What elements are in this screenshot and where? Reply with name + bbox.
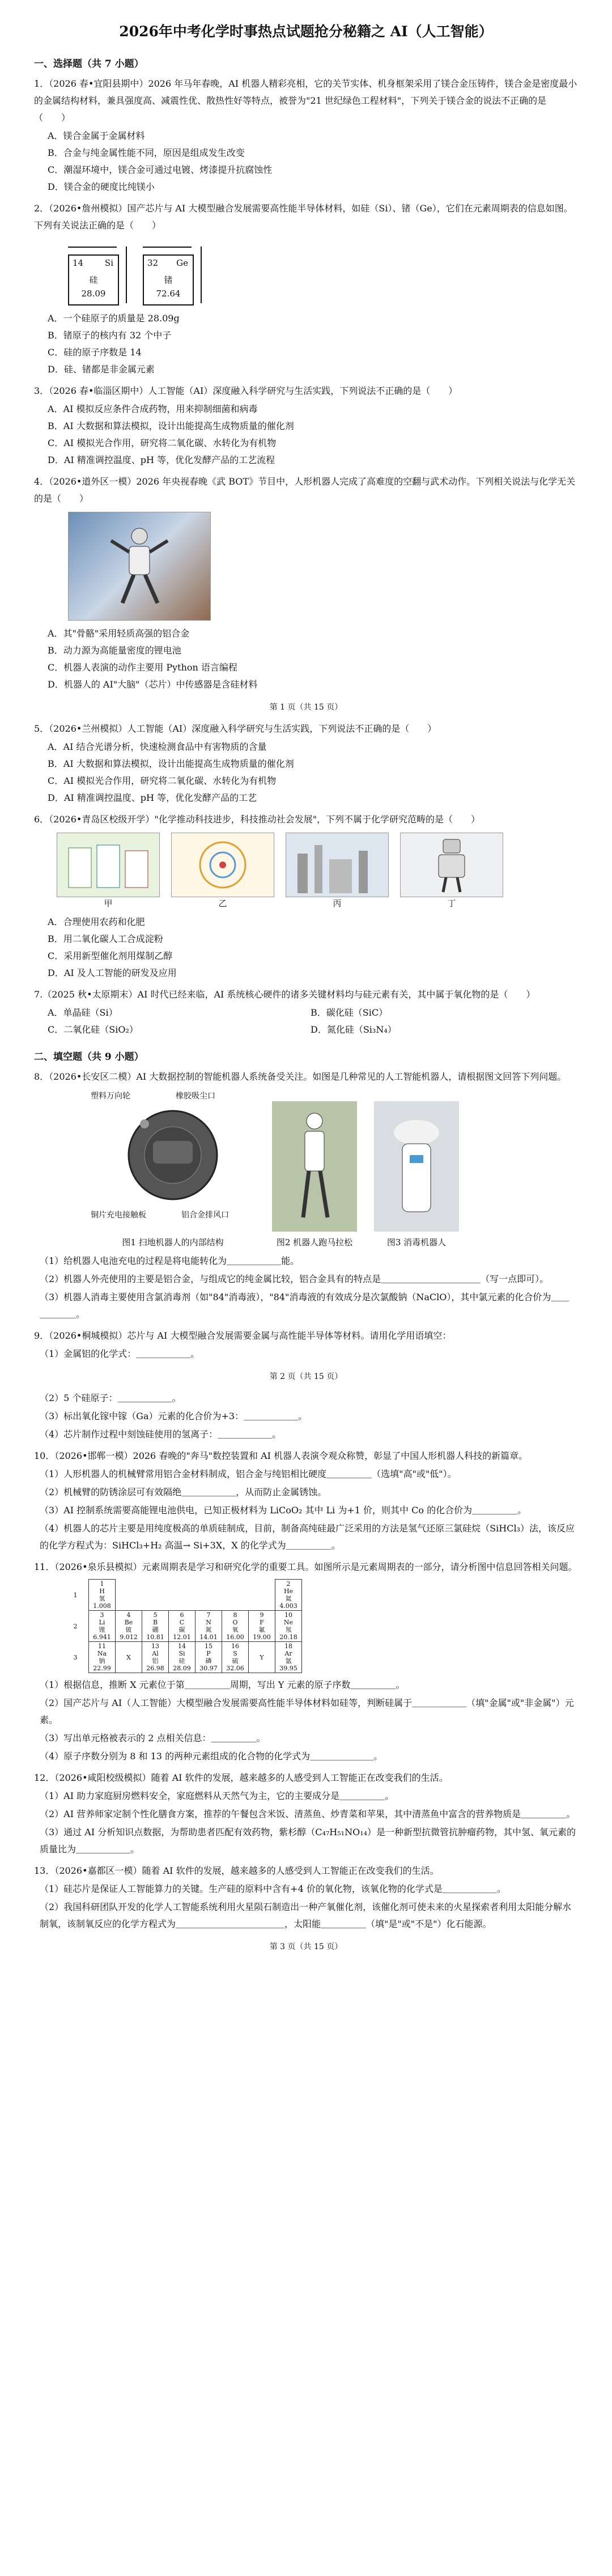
question-3-stem: 3．（2026 春•临淄区期中）人工智能（AI）深度融入科学研究与生活实践，下列说法不正确的是（ ） xyxy=(34,385,458,396)
image-jia xyxy=(57,833,160,909)
question-5-stem: 5．（2026•兰州模拟）人工智能（AI）深度融入科学研究与生活实践，下列说法不正确的是（ ） xyxy=(34,723,437,734)
period-label: 1 xyxy=(73,1591,78,1599)
element-cell: 3 Li 锂 6.941 xyxy=(89,1611,116,1642)
element-cell: 5 B 硼 10.81 xyxy=(142,1611,169,1642)
empty-cell xyxy=(142,1580,169,1611)
question-11-stem: 11．（2026•泉乐县模拟）元素周期表是学习和研究化学的重要工具。如图所示是元素周期表的一部分，请分析图中信息回答相关问题。 xyxy=(34,1561,577,1572)
question-8-sub-3: （3）机器人消毒主要使用含氯消毒剂（如"84"消毒液），"84"消毒液的有效成分是次氯酸钠（NaClO），其中氯元素的化合价为＿＿＿＿＿＿。 xyxy=(40,1292,570,1319)
ge-mass: 72.64 xyxy=(156,288,181,299)
question-7-options-row1 xyxy=(34,1004,578,1021)
question-6-stem: 6．（2026•青岛区校级开学）"化学推动科技进步，科技推动社会发展"，下列不属于化学研究范畴的是（ ） xyxy=(34,814,481,825)
question-9-sub-1: （1）金属铝的化学式：＿＿＿＿＿＿。 xyxy=(40,1348,200,1359)
question-1-option-d: D．镁合金的硬度比纯镁小 xyxy=(48,181,155,192)
element-card-ge xyxy=(143,247,202,305)
question-8-captions xyxy=(91,1236,578,1248)
element-cell: X xyxy=(116,1642,142,1673)
question-4-option-d: D．机器人的 AI"大脑"（芯片）中传感器是含硅材料 xyxy=(48,679,258,690)
question-13-stem: 13．（2026•嘉都区一模）随着 AI 软件的发展，越来越多的人感受到人工智能正在改变我们的生活。 xyxy=(34,1865,439,1876)
question-1-option-a: A．镁合金属于金属材料 xyxy=(48,130,145,141)
question-10-sub-1: （1）人形机器人的机械臂常用铝合金材料制成，铝合金与纯铝相比硬度＿＿＿＿＿（选填"高"或"低"）。 xyxy=(40,1469,457,1479)
empty-cell xyxy=(222,1580,249,1611)
question-12-sub-2: （2）AI 营养师家定制个性化膳食方案，推荐的午餐包含米饭、清蒸鱼、炒青菜和苹果，其中清蒸鱼中富含的营养物质是＿＿＿＿＿。 xyxy=(40,1809,576,1819)
figure-3 xyxy=(374,1101,459,1232)
section-fill-heading: 二、填空题（共 9 小题） xyxy=(34,1051,144,1063)
page-number-1: 第 1 页（共 15 页） xyxy=(269,703,343,712)
question-3-option-d: D．AI 精准调控温度、pH 等，优化发酵产品的工艺流程 xyxy=(48,455,275,465)
question-7-options-row2 xyxy=(34,1021,578,1038)
question-6-images xyxy=(57,833,578,909)
question-6-option-c: C．采用新型催化剂用煤制乙醇 xyxy=(48,950,173,961)
element-cell: 15 P 磷 30.97 xyxy=(196,1642,222,1673)
question-4-option-a: A．其"骨骼"采用轻质高强的铝合金 xyxy=(48,628,190,639)
element-cell: 13 Al 铝 26.98 xyxy=(142,1642,169,1673)
question-3-option-a: A．AI 模拟反应条件合成药物，用来抑制细菌和病毒 xyxy=(48,404,258,414)
question-2-option-d: D．硅、锗都是非金属元素 xyxy=(48,364,155,375)
si-name: 硅 xyxy=(89,275,98,285)
question-11-sub-4: （4）原子序数分别为 8 和 13 的两种元素组成的化合物的化学式为＿＿＿＿＿＿＿。 xyxy=(40,1751,383,1762)
question-12-stem: 12．（2026•咸阳校级模拟）随着 AI 软件的发展，越来越多的人感受到人工智能正在改变我们的生活。 xyxy=(34,1772,448,1783)
question-7-stem: 7.（2025 秋•太原期末）AI 时代已经来临，AI 系统核心硬件的诸多关键材料均与硅元素有关，其中属于氧化物的是（ ） xyxy=(34,989,536,1000)
page-number-3: 第 3 页（共 15 页） xyxy=(269,1942,343,1951)
label-plastic-wheel: 塑料万向轮 xyxy=(91,1092,130,1101)
element-cell: 8 O 氧 16.00 xyxy=(222,1611,249,1642)
robot-performance-image xyxy=(68,512,211,621)
period-label: 3 xyxy=(73,1653,78,1661)
question-2-option-a: A．一个硅原子的质量是 28.09g xyxy=(48,313,180,324)
image-label-yi: 乙 xyxy=(218,898,227,909)
question-6-option-d: D．AI 及人工智能的研发及应用 xyxy=(48,967,177,978)
question-9-stem: 9．（2026•桐城模拟）芯片与 AI 大模型融合发展需要金属与高性能半导体等材料。请用化学用语填空： xyxy=(34,1330,452,1341)
element-cell: 14 Si 硅 28.09 xyxy=(169,1642,196,1673)
figure-2 xyxy=(272,1101,357,1232)
question-1-option-b: B．合金与纯金属性能不同，原因是组成发生改变 xyxy=(48,147,245,158)
ge-symbol: Ge xyxy=(176,258,188,268)
question-7-option-d: D．氮化硅（Si₃N₄） xyxy=(311,1024,397,1035)
image-label-bing: 丙 xyxy=(333,898,342,909)
question-4-option-c: C．机器人表演的动作主要用 Python 语言编程 xyxy=(48,662,237,673)
element-cell: 7 N 氮 14.01 xyxy=(196,1611,222,1642)
image-bing xyxy=(286,833,389,909)
element-cards xyxy=(68,239,578,305)
question-12-sub-1: （1）AI 助力家庭厨房燃料安全，家庭燃料从天然气为主，它的主要成分是＿＿＿＿＿。 xyxy=(40,1790,394,1801)
robot-figure-icon xyxy=(105,524,173,609)
question-7-option-b: B．碳化硅（SiC） xyxy=(311,1007,388,1018)
label-copper-contact: 铜片充电接触板 xyxy=(91,1211,146,1220)
question-9-sub-3: （3）标出氧化镓中镓（Ga）元素的化合价为+3：＿＿＿＿＿＿。 xyxy=(40,1411,308,1421)
question-7-option-a: A．单晶硅（Si） xyxy=(48,1007,118,1018)
question-12-sub-3: （3）通过 AI 分析知识点数据，为帮助患者匹配有效药物，紫杉醇（C₄₇H₅₁NO₁₄）是一种新型抗微管抗肿瘤药物，其中氢、氧元素的质量比为＿＿＿＿＿＿。 xyxy=(40,1827,576,1854)
question-10-stem: 10．（2026•邯郸一模）2026 春晚的"奔马"数控装置和 AI 机器人表演令观众称赞，彰显了中国人形机器人科技的新篇章。 xyxy=(34,1450,528,1461)
question-7-option-c: C．二氧化硅（SiO₂） xyxy=(48,1024,138,1035)
robot-icon xyxy=(426,837,477,893)
page-number-2: 第 2 页（共 15 页） xyxy=(269,1372,343,1381)
question-13-sub-1: （1）硅芯片是保证人工智能算力的关键。生产硅的原料中含有+4 价的氧化物，该氧化物的化学式是＿＿＿＿＿＿。 xyxy=(40,1883,506,1894)
element-cell: 9 F 氟 19.00 xyxy=(249,1611,275,1642)
question-8-figures xyxy=(91,1090,578,1232)
element-cell: 2 He 氦 4.003 xyxy=(275,1580,302,1611)
period-label: 2 xyxy=(73,1622,78,1630)
si-symbol: Si xyxy=(104,258,113,268)
question-9-sub-4: （4）芯片制作过程中刻蚀硅使用的氢离子：＿＿＿＿＿＿。 xyxy=(40,1429,282,1440)
element-cell: 18 Ar 氩 39.95 xyxy=(275,1642,302,1673)
ge-name: 锗 xyxy=(164,275,173,285)
image-ding xyxy=(400,833,503,909)
si-mass: 28.09 xyxy=(81,288,106,299)
question-11-sub-3: （3）写出单元格被表示的 2 点相关信息：＿＿＿＿＿。 xyxy=(40,1733,266,1743)
empty-cell xyxy=(249,1580,275,1611)
question-5-option-b: B．AI 大数据和算法模拟，设计出能提高生成物质量的催化剂 xyxy=(48,758,294,769)
element-card-si xyxy=(68,247,127,305)
question-11-sub-2: （2）国产芯片与 AI（人工智能）大模型融合发展需要高性能半导体材料如硅等，判断硅属于＿＿＿＿＿＿（填"金属"或"非金属"）元素。 xyxy=(40,1697,574,1725)
element-cell: 6 C 碳 12.01 xyxy=(169,1611,196,1642)
disinfection-robot-icon xyxy=(388,1110,445,1223)
empty-cell xyxy=(116,1580,142,1611)
caption-figure-2: 图2 机器人跑马拉松 xyxy=(276,1237,353,1247)
question-8-stem: 8．（2026•长安区二模）AI 大数据控制的智能机器人系统备受关注。如图是几种常见的人工智能机器人，请根据图文回答下列问题。 xyxy=(34,1071,567,1082)
question-10-sub-4: （4）机器人的芯片主要是用纯度极高的单质硅制成，目前，制备高纯硅最广泛采用的方法是氢气还原三氯硅烷（SiHCl₃）法，该反应的化学方程式为：SiHCl₃+H₂ 高温→ Si+3X，X 的化学式为＿＿＿＿＿。 xyxy=(40,1523,575,1551)
section-choice-heading: 一、选择题（共 7 小题） xyxy=(34,58,144,70)
element-cell: 4 Be 铍 9.012 xyxy=(116,1611,142,1642)
question-1-stem: 1．（2026 春•宜阳县期中）2026 年马年春晚，AI 机器人精彩亮相，它的关节实体、机身框架采用了镁合金压铸件，镁合金是密度最小的金属结构材料，兼具强度高、减震性优、散热性好等特点，被誉为"21 世纪绿色工程材料"，下列关于镁合金的说法不正确的是（ ） xyxy=(34,78,577,123)
question-5-option-a: A．AI 结合光谱分析，快速检测食品中有害物质的含量 xyxy=(48,741,267,752)
question-13-sub-2: （2）我国科研团队开发的化学人工智能系统利用火星陨石制造出一种产氧催化剂，该催化剂可使未来的火星探索者利用太阳能分解水制氧，该制氧反应的化学方程式为＿＿＿＿＿＿＿＿＿＿＿＿，太阳能＿＿＿＿＿（填"是"或"不是"）化石能源。 xyxy=(40,1902,572,1929)
question-3-option-b: B．AI 大数据和算法模拟，设计出能提高生成物质量的催化剂 xyxy=(48,421,294,431)
empty-cell xyxy=(196,1580,222,1611)
question-10-sub-2: （2）机械臂的防锈涂层可有效隔绝＿＿＿＿＿＿，从而防止金属锈蚀。 xyxy=(40,1487,327,1497)
image-label-ding: 丁 xyxy=(447,898,456,909)
element-cell: 10 Ne 氖 20.18 xyxy=(275,1611,302,1642)
question-2-option-b: B．锗原子的核内有 32 个中子 xyxy=(48,330,172,341)
question-2-stem: 2．（2026•詹州模拟）国产芯片与 AI 大模型融合发展需要高性能半导体材料，如硅（Si）、锗（Ge），它们在元素周期表的信息如图。下列有关说法正确的是（ ） xyxy=(34,203,573,231)
vacuum-robot-icon xyxy=(91,1107,255,1203)
image-yi xyxy=(171,833,274,909)
question-10-sub-3: （3）AI 控制系统需要高能锂电池供电，已知正极材料为 LiCoO₂ 其中 Li 为+1 价，则其中 Co 的化合价为＿＿＿＿＿。 xyxy=(40,1505,527,1516)
label-aluminum-vent: 铝合金排风口 xyxy=(181,1211,229,1220)
element-cell: 16 S 硫 32.06 xyxy=(222,1642,249,1673)
question-6-option-a: A．合理使用农药和化肥 xyxy=(48,916,145,927)
question-8-sub-1: （1）给机器人电池充电的过程是将电能转化为＿＿＿＿＿＿能。 xyxy=(40,1255,300,1266)
image-label-jia: 甲 xyxy=(104,898,113,909)
question-4-stem: 4．（2026•道外区一模）2026 年央视春晚《武 BOT》节目中，人形机器人完成了高难度的空翻与武术动作。下列相关说法与化学无关的是（ ） xyxy=(34,476,576,504)
starch-molecule-icon xyxy=(192,837,254,893)
question-5-option-d: D．AI 精准调控温度、pH 等，优化发酵产品的工艺 xyxy=(48,792,257,803)
question-1-option-c: C．潮湿环境中，镁合金可通过电镀、烤漆提升抗腐蚀性 xyxy=(48,164,273,175)
caption-figure-3: 图3 消毒机器人 xyxy=(386,1237,447,1247)
element-cell: 1 H 氢 1.008 xyxy=(89,1580,116,1611)
question-11-sub-1: （1）根据信息，推断 X 元素位于第＿＿＿＿＿周期，写出 Y 元素的原子序数＿＿＿＿＿。 xyxy=(40,1679,405,1690)
periodic-table-fragment xyxy=(62,1579,302,1673)
label-rubber-inlet: 橡胶吸尘口 xyxy=(176,1092,215,1101)
caption-figure-1: 图1 扫地机器人的内部结构 xyxy=(122,1237,224,1247)
question-5-option-c: C．AI 模拟光合作用，研究将二氧化碳、水转化为有机物 xyxy=(48,775,277,786)
chemical-plant-icon xyxy=(292,837,382,893)
figure-1 xyxy=(91,1090,255,1232)
element-cell: Y xyxy=(249,1642,275,1673)
question-6-option-b: B．用二氧化碳人工合成淀粉 xyxy=(48,933,163,944)
element-cell: 11 Na 钠 22.99 xyxy=(89,1642,116,1673)
question-3-option-c: C．AI 模拟光合作用，研究将二氧化碳、水转化为有机物 xyxy=(48,438,277,448)
question-2-option-c: C．硅的原子序数是 14 xyxy=(48,347,142,358)
page-title: 2026年中考化学时事热点试题抢分秘籍之 AI（人工智能） xyxy=(119,23,493,40)
question-8-sub-2: （2）机器人外壳使用的主要是铝合金，与组成它的纯金属比较，铝合金具有的特点是＿＿＿＿＿＿＿＿＿＿＿（写一点即可）。 xyxy=(40,1274,549,1284)
si-number: 14 xyxy=(73,258,84,268)
fertilizer-bags-icon xyxy=(66,839,151,890)
ge-number: 32 xyxy=(147,258,159,268)
empty-cell xyxy=(169,1580,196,1611)
question-4-option-b: B．动力源为高能量密度的锂电池 xyxy=(48,645,181,656)
marathon-robot-icon xyxy=(289,1110,340,1223)
question-9-sub-2: （2）5 个硅原子：＿＿＿＿＿＿。 xyxy=(40,1393,181,1403)
